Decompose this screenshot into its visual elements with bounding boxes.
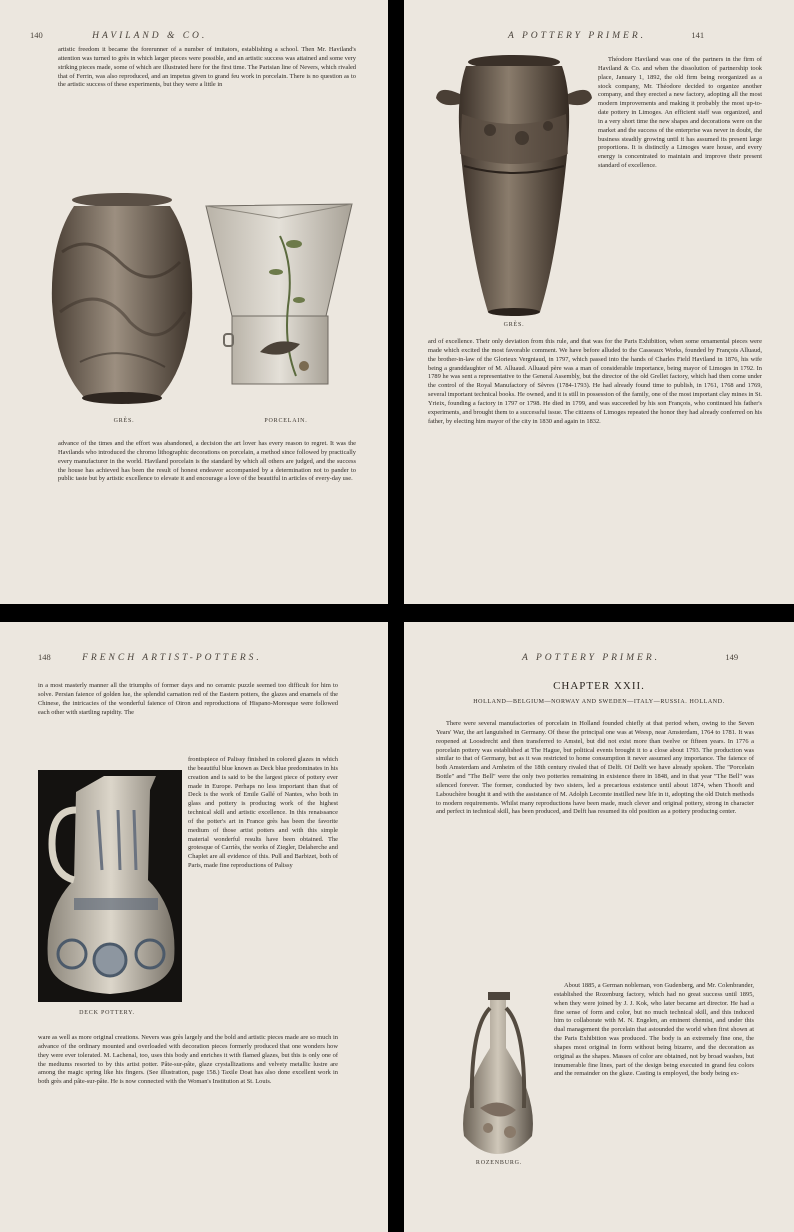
gres-vase-figure <box>50 192 194 406</box>
paragraph: There were several manufactories of porcelain in Holland founded chiefly at that period when, owing to the Seven Years' War, the art languished in Germany. Of these the principal one was at Weesp, near Amsterdam, 1764 to 1781. It was reopened at Loosdrecht and then transferred to Amstel, but did not exist more than twelve or fifteen years. In 1776 a porcelain pottery was established at The Hague, but political events brought it to a close about 1793. The production was similar to that of Germany, but as it was restricted to home consumption it never assumed any importance. The faience of both Amsterdam and Arnheim of the 18th century rivaled that of Delft. Of Delft we have already spoken. The "Porcelain Bottle" and "The Bell" were the only two potteries remaining in existence there in 1848, and in that year "The Bell" was silenced forever. The former, conducted by two sisters, led a precarious existence until about 1874, when Thooft and Labouchère bought it and with the assistance of M. Adolph Lecomte instilled new life in it, adopting the old Dutch methods to modern requirements. Whilst many reproductions have been made, much clever and original pottery, strong in character and perfect in technical skill, has been produced, and Delft has resumed its old position as a pottery producing center. <box>436 720 754 816</box>
running-header <box>38 652 262 663</box>
paragraph: About 1885, a German nobleman, von Gudenberg, and Mr. Colenbrander, established the Rozenburg factory, which had no great success until 1895, when they were joined by J. J. Kok, who later became art director. He had a fine sense of form and color, but no much technical skill, and this induced him to collaborate with M. N. Engelen, an eminent chemist, and under this dual management the porcelain that astounded the world when first shown at the Paris Exhibition was produced. The body is an extremely fine one, the shapes most original in form without being bizarre, and the decoration as original as the shapes. Masses of color are obtained, not by broad washes, but innumerable fine lines, part of the design being executed in grand feu colors and the remainder on the glaze. Casting is employed, the body being ex- <box>554 982 754 1078</box>
paragraph: advance of the times and the effort was abandoned, a decision the art lover has every reason to regret. It was the Havilands who introduced the chromo lithographic decorations on porcelain, a method since followed by practically every manufacturer in the world. Haviland porcelain is the standard by which all others are judged, and the success the house has achieved has been the result of honest endeavor accompanied by a determination not to pander to public taste but by artistic excellence to elevate it and encourage a love of the beautiful in articles of every-day use. <box>58 440 356 483</box>
paragraph: frontispiece of Palissy finished in colored glazes in which the beautiful blue known as Deck blue predominates in his creation and is said to be the largest piece of pottery ever made in Europe. Perhaps no less important than that of Deck is the work of Emile Gallé of Nantes, who both in glass and pottery is producing work of the highest technical skill and artistic excellence. In this renaissance of the potter's art in France grès has been the favorite medium of those artist potters and with this simple material wonderful results have been obtained. The grotesque of Carriès, the works of Ziegler, Delaherche and Chaplet are all evidence of this. Pull and Barbizet, both of Paris, made fine reproductions of Palissy <box>188 756 338 870</box>
body-text-side <box>188 756 338 1032</box>
running-header <box>30 30 207 41</box>
paragraph: ard of excellence. Their only deviation from this rule, and that was for the Paris Exhibition, when some ornamental pieces were made which excited the most favorable comment. We have before alluded to the Casseaux Works, founded by François Alluaud, the brother-in-law of the Glorieux Vergniaud, in 1797, which passed into the hands of Charles Field Haviland in 1876, his wife being a granddaughter of M. Alluaud. Alluaud père was a man of considerable importance, being mayor of Limoges in 1792. In 1789 he was sent a representative to the General Assembly, but the director of the old Grellet factory, which had then come under the control of the Royal Manufactory of Sèvres (1784-1793). He had already found time to publish, in 1761, 1768 and 1769, several important technical books. He owned, and it is still in possession of the family, one of the most important clay mines in St. Yrieix, founding a factory in 1797 or 1798. He died in 1799, and was succeeded by his son François, who continued his father's experiments, and brought them to a successful issue. The citizens of Limoges repeated the honor they had already conferred on his father, by electing him mayor of the city in 1830 and again in 1832. <box>428 338 762 425</box>
deck-pottery-image <box>38 770 182 1002</box>
paragraph: ware as well as more original creations. Nevers was grès largely and the bold and artistic pieces made are so much in advance of the ordinary mounted and overloaded with decoration pieces formerly produced that one wonders how they were ever tolerated. M. Lachenal, too, uses this body and enriches it with flamed glazes, but this is only one of the mediums resorted to by this artist potter. Pâte-sur-pâte, glaze crystallizations and velvety metallic lustre are among the magic spring like his fingers. (See illustration, page 158.) Taxile Doat has also done excellent work in both grès and pâte-sur-pâte. He is now connected with the Woman's Institution at St. Louis. <box>38 1034 338 1086</box>
body-text-bottom <box>38 1034 338 1184</box>
page-number: 148 <box>38 652 51 662</box>
header-title: HAVILAND & CO. <box>92 31 208 41</box>
body-text-bottom <box>428 338 762 564</box>
page-140 <box>0 0 388 604</box>
page-149 <box>404 622 794 1232</box>
page-number: 149 <box>725 652 739 662</box>
chapter-title: CHAPTER XXII. <box>553 680 645 692</box>
header-title: FRENCH ARTIST-POTTERS. <box>82 653 262 663</box>
body-text-top <box>58 46 356 158</box>
figure-caption: DECK POTTERY. <box>79 1010 135 1016</box>
gres-tall-vase-image <box>430 54 598 316</box>
porcelain-vase-image <box>204 196 354 392</box>
body-text-side <box>598 56 762 334</box>
body-text-side <box>554 982 754 1182</box>
page-148 <box>0 622 388 1232</box>
figure-caption: PORCELAIN. <box>264 418 308 424</box>
figure-caption: GRÈS. <box>113 418 135 424</box>
gres-tall-vase-figure <box>430 54 598 316</box>
page-number: 140 <box>30 30 43 40</box>
header-title: A POTTERY PRIMER. <box>522 653 660 663</box>
running-header <box>522 652 738 663</box>
body-text-bottom <box>58 440 356 556</box>
paragraph: artistic freedom it became the forerunner of a number of imitators, establishing a school. Then Mr. Haviland's attention was turned to grès in which larger pieces were possible, and an artistic success was attained and some very striking pieces made, some of which are illustrated here for the first time. The Parisian line of Nevers, which rivaled that of Ferrin, was also reproduced, and an impetus given to grand feu work in porcelain. There is no question as to the artistic success of these experiments, but they were a little in <box>58 46 356 89</box>
paragraph: in a most masterly manner all the triumphs of former days and no ceramic puzzle seemed too difficult for him to solve. Persian faience of golden lue, the splendid carnation red of the Eastern potters, the glazes and enamels of the Chinese, the intricacies of the wonderful faience of Oiron and reproductions of Hispano-Moresque were followed each other with startling rapidity. The <box>38 682 338 716</box>
page-141 <box>404 0 794 604</box>
porcelain-vase-figure <box>204 196 354 392</box>
figure-caption: GRÈS. <box>503 322 525 328</box>
gres-vase-image <box>50 192 194 406</box>
rozenburg-vase-figure <box>450 988 546 1156</box>
rozenburg-vase-image <box>450 988 546 1156</box>
paragraph: Théodore Haviland was one of the partners in the firm of Haviland & Co. and when the dissolution of partnership took place, January 1, 1892, the old firm being reorganized as a stock company, Mr. Théodore decided to organize another company, and they erected a new factory, adopting all the most modern improvements and making it probably the most up-to-date pottery in Limoges. An efficient staff was organized, and in a very short time the new shapes and decorations were on the market and the success of the enterprise was never in doubt, the business steadily growing until it has assumed its present large proportions. It is distinctly a Limoges ware house, and every energy is concentrated to maintain and improve their present standard of excellence. <box>598 56 762 170</box>
deck-pottery-figure <box>38 770 182 1002</box>
header-title: A POTTERY PRIMER. <box>508 31 646 41</box>
body-text-top <box>38 682 338 754</box>
chapter-subtitle: HOLLAND—BELGIUM—NORWAY AND SWEDEN—ITALY—RUSSIA. HOLLAND. <box>473 699 725 705</box>
running-header <box>508 30 704 41</box>
figure-caption: ROZENBURG. <box>475 1160 523 1166</box>
page-number: 141 <box>691 30 705 40</box>
body-text-top <box>436 720 754 978</box>
